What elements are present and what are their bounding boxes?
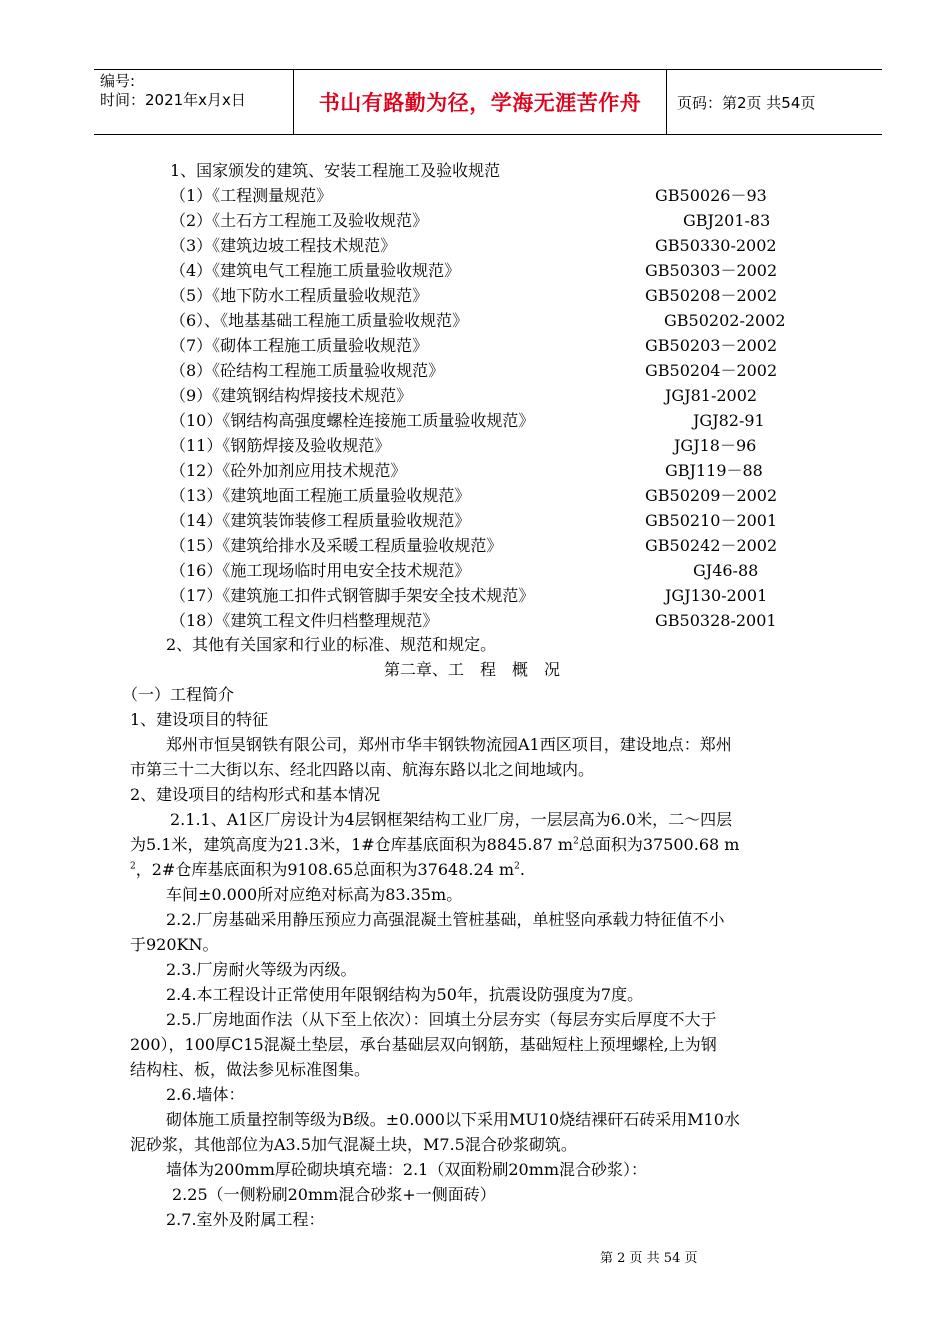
paragraph-line: 砌体施工质量控制等级为B级。±0.000以下采用MU10烧结裸矸石砖采用M10水 <box>166 1110 740 1129</box>
section-heading: （一）工程简介 <box>122 685 235 704</box>
superscript: 2 <box>573 836 579 847</box>
standard-code: JGJ18－96 <box>674 436 757 455</box>
standard-code: GB50208－2002 <box>645 286 778 305</box>
paragraph-line: 2.3.厂房耐火等级为丙级。 <box>166 960 357 979</box>
standard-code: GB50328-2001 <box>655 611 777 630</box>
standard-code: GB50202-2002 <box>664 311 786 330</box>
standard-name: （16）《施工现场临时用电安全技术规范》 <box>170 561 471 580</box>
header-meta <box>94 70 294 134</box>
paragraph-line: 结构柱、板，做法参见标准图集。 <box>130 1060 371 1079</box>
paragraph-line: 泥砂浆，其他部位为A3.5加气混凝土块，M7.5混合砂浆砌筑。 <box>130 1135 577 1154</box>
standard-name: （6）、《地基基础工程施工质量验收规范》 <box>170 311 469 330</box>
standard-code: GBJ201-83 <box>683 211 771 230</box>
header-motto: 书山有路勤为径，学海无涯苦作舟 <box>318 91 642 115</box>
standard-name: （9）《建筑钢结构焊接技术规范》 <box>170 386 413 405</box>
standard-code: GBJ119－88 <box>665 461 763 480</box>
standard-code: JGJ82-91 <box>693 411 765 430</box>
standard-name: （18）《建筑工程文件归档整理规范》 <box>170 611 439 630</box>
standard-code: GB50303－2002 <box>645 261 778 280</box>
standard-name: （12）《砼外加剂应用技术规范》 <box>170 461 407 480</box>
area-text-3: ，2#仓库基底面积为9108.65总面积为37648.24 m <box>135 860 515 879</box>
paragraph-line <box>130 859 525 881</box>
header-motto-cell <box>294 70 667 134</box>
header-page-cell <box>667 70 882 134</box>
standard-code: JGJ81-2002 <box>665 386 758 405</box>
other-standards-line: 2、其他有关国家和行业的标准、规范和规定。 <box>166 635 497 654</box>
superscript: 2 <box>130 861 136 872</box>
paragraph-line: 2.6.墙体： <box>166 1085 245 1104</box>
standard-code: JGJ130-2001 <box>665 586 768 605</box>
paragraph-line: 市第三十二大街以东、经北四路以南、航海东路以北之间地域内。 <box>130 760 595 779</box>
paragraph-line: 2.1.1、A1区厂房设计为4层钢框架结构工业厂房，一层层高为6.0米，二～四层 <box>170 810 733 829</box>
standard-name: （14）《建筑装饰装修工程质量验收规范》 <box>170 511 471 530</box>
standard-name: （17）《建筑施工扣件式钢管脚手架安全技术规范》 <box>170 586 535 605</box>
area-text-2: 总面积为37500.68 m <box>578 835 740 854</box>
header-code-label: 编号: <box>100 72 136 90</box>
paragraph-line <box>130 834 739 856</box>
paragraph-line: 2.4.本工程设计正常使用年限钢结构为50年，抗震设防强度为7度。 <box>166 985 644 1004</box>
header-page-label: 页码：第2页 共54页 <box>677 93 816 112</box>
paragraph-line: 2.2.厂房基础采用静压预应力高强混凝土管桩基础，单桩竖向承载力特征值不小 <box>166 910 725 929</box>
page-footer: 第 2 页 共 54 页 <box>600 1251 698 1266</box>
chapter-title: 第二章、工 程 概 况 <box>384 660 561 679</box>
standard-code: GB50210－2001 <box>645 511 778 530</box>
area-text-1: 为5.1米，建筑高度为21.3米，1#仓库基底面积为8845.87 m <box>130 835 574 854</box>
paragraph-line: 2.7.室外及附属工程： <box>166 1210 325 1229</box>
standard-name: （10）《钢结构高强度螺栓连接施工质量验收规范》 <box>170 411 535 430</box>
standard-code: GB50330-2002 <box>655 236 777 255</box>
standard-name: （13）《建筑地面工程施工质量验收规范》 <box>170 486 471 505</box>
standard-name: （5）《地下防水工程质量验收规范》 <box>170 286 429 305</box>
standard-code: GB50204－2002 <box>645 361 778 380</box>
standard-name: （2）《土石方工程施工及验收规范》 <box>170 211 429 230</box>
intro-line: 1、国家颁发的建筑、安装工程施工及验收规范 <box>170 161 501 180</box>
paragraph-line: 车间±0.000所对应绝对标高为83.35m。 <box>166 885 463 904</box>
paragraph-line: 于920KN。 <box>130 935 219 954</box>
standard-code: GJ46-88 <box>693 561 759 580</box>
period: . <box>519 860 525 879</box>
paragraph-line: 墙体为200mm厚砼砌块填充墙：2.1（双面粉刷20mm混合砂浆）： <box>166 1160 648 1179</box>
standard-name: （11）《钢筋焊接及验收规范》 <box>170 436 391 455</box>
standard-name: （3）《建筑边坡工程技术规范》 <box>170 236 397 255</box>
standard-name: （7）《砌体工程施工质量验收规范》 <box>170 336 429 355</box>
header-time-label: 时间：2021年x月x日 <box>100 91 246 109</box>
standard-name: （4）《建筑电气工程施工质量验收规范》 <box>170 261 461 280</box>
standard-code: GB50026－93 <box>655 186 767 205</box>
item-heading-1: 1、建设项目的特征 <box>130 710 269 729</box>
standard-code: GB50203－2002 <box>645 336 778 355</box>
item-heading-2: 2、建设项目的结构形式和基本情况 <box>130 785 381 804</box>
paragraph-line: 2.5.厂房地面作法（从下至上依次）：回填土分层夯实（每层夯实后厚度不大于 <box>166 1010 717 1029</box>
paragraph-line: 200），100厚C15混凝土垫层，承台基础层双向钢筋，基础短柱上预埋螺栓,上为钢 <box>130 1035 717 1054</box>
page-header <box>94 69 882 135</box>
standard-name: （8）《砼结构工程施工质量验收规范》 <box>170 361 445 380</box>
standard-code: GB50242－2002 <box>645 536 778 555</box>
standard-name: （1）《工程测量规范》 <box>170 186 333 205</box>
standard-name: （15）《建筑给排水及采暖工程质量验收规范》 <box>170 536 503 555</box>
paragraph-line: 2.25（一侧粉刷20mm混合砂浆+一侧面砖） <box>172 1185 496 1204</box>
superscript: 2 <box>514 861 520 872</box>
paragraph-line: 郑州市恒昊钢铁有限公司，郑州市华丰钢铁物流园A1西区项目，建设地点：郑州 <box>166 735 732 754</box>
standard-code: GB50209－2002 <box>645 486 778 505</box>
